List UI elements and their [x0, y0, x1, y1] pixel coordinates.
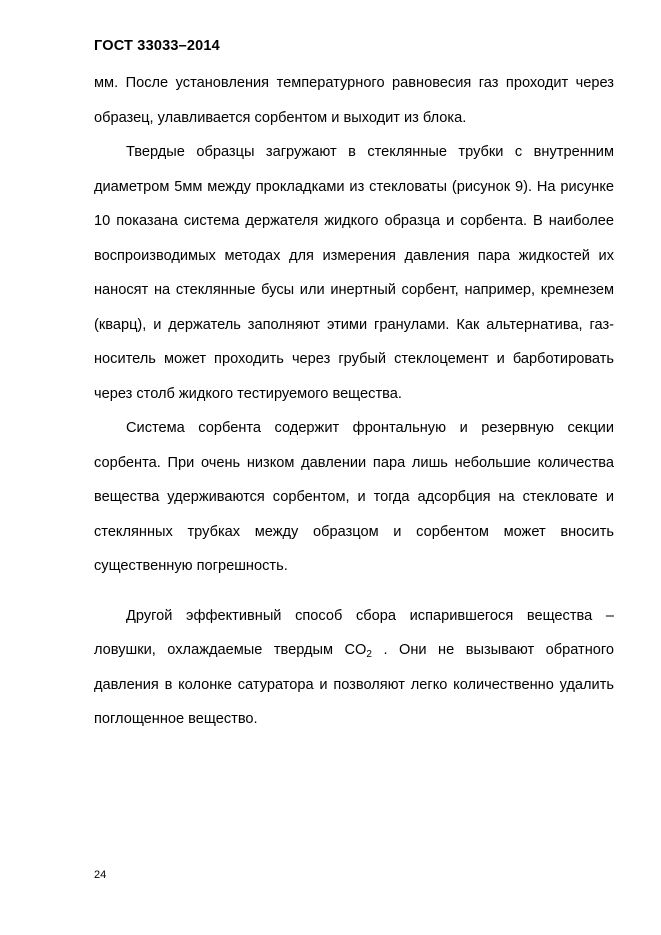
- paragraph: Система сорбента содержит фронтальную и резервную секции сорбента. При очень низком давлении пара лишь небольшие количества вещества удерживаются сорбентом, и тогда адсорбция на стекловате и стеклянных трубках между образцом и сорбентом может вносить существенную погрешность.: [94, 420, 614, 574]
- document-body: [94, 66, 614, 737]
- paragraph: мм. После установления температурного равновесия газ проходит через образец, улавливается сорбентом и выходит из блока.: [94, 75, 614, 126]
- paragraph-text: Другой эффективный способ сбора испарившегося вещества – ловушки, охлаждаемые твердым CO: [94, 607, 614, 658]
- document-header: ГОСТ 33033–2014: [94, 38, 220, 54]
- paragraph-text: . Они не вызывают обратного давления в колонке сатуратора и позволяют легко количественно удалить поглощенное вещество.: [94, 642, 614, 727]
- paragraph: Твердые образцы загружают в стеклянные трубки с внутренним диаметром 5мм между прокладками из стекловаты (рисунок 9). На рисунке 10 показана система держателя жидкого образца и сорбента. В наиболее воспроизводимых методах для измерения давления пара жидкостей их наносят на стеклянные бусы или инертный сорбент, например, кремнезем (кварц), и держатель заполняют этими гранулами. Как альтернатива, газ-носитель может проходить через грубый стеклоцемент и барботировать через столб жидкого тестируемого вещества.: [94, 144, 614, 402]
- paragraph: [94, 599, 614, 737]
- page-number: 24: [94, 869, 107, 881]
- chemical-subscript: 2: [366, 649, 372, 660]
